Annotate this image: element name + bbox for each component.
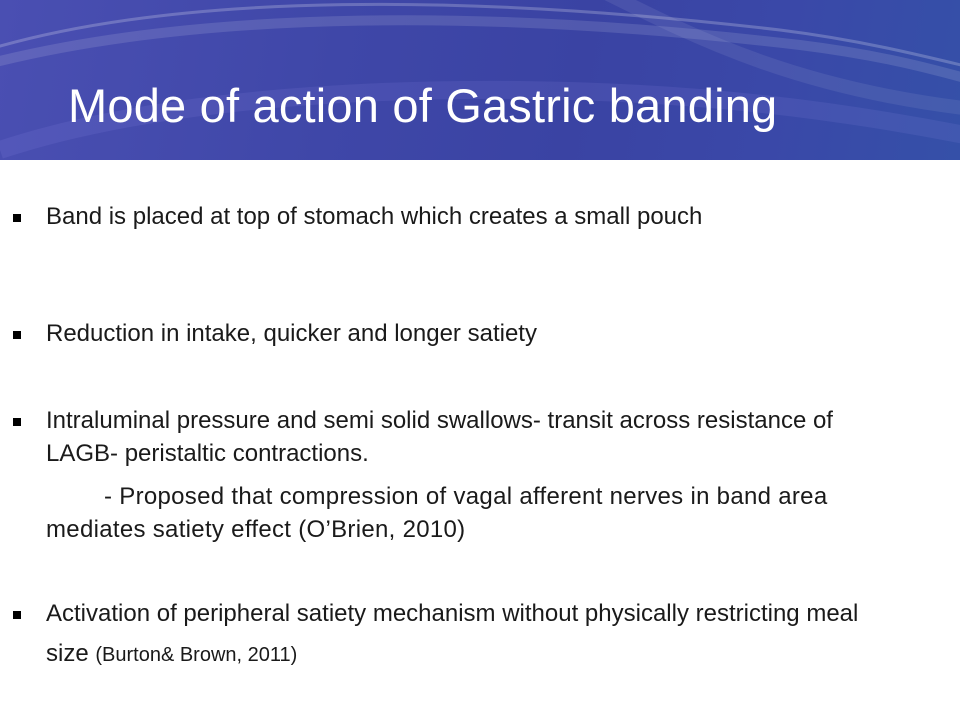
square-bullet-icon — [13, 611, 21, 619]
square-bullet-icon — [13, 418, 21, 426]
bullet-list — [0, 160, 960, 720]
square-bullet-icon — [13, 214, 21, 222]
square-bullet-icon — [13, 331, 21, 339]
page-title: Mode of action of Gastric banding — [68, 79, 778, 132]
citation: (Burton& Brown, 2011) — [95, 644, 298, 666]
list-item — [46, 317, 906, 350]
bullet-text: Reduction in intake, quicker and longer satiety — [46, 320, 537, 347]
list-item — [46, 200, 906, 233]
bullet-text: Activation of peripheral satiety mechanism without physically restricting meal size — [46, 600, 859, 667]
bullet-text: Band is placed at top of stomach which creates a small pouch — [46, 203, 703, 230]
bullet-text: Intraluminal pressure and semi solid swallows- transit across resistance of LAGB- peristaltic contractions. — [46, 407, 833, 467]
list-item — [46, 594, 906, 675]
sub-point: - Proposed that compression of vagal afferent nerves in band area mediates satiety effect (O’Brien, 2010) — [46, 483, 828, 543]
list-item — [46, 404, 906, 470]
title-banner — [0, 0, 960, 160]
